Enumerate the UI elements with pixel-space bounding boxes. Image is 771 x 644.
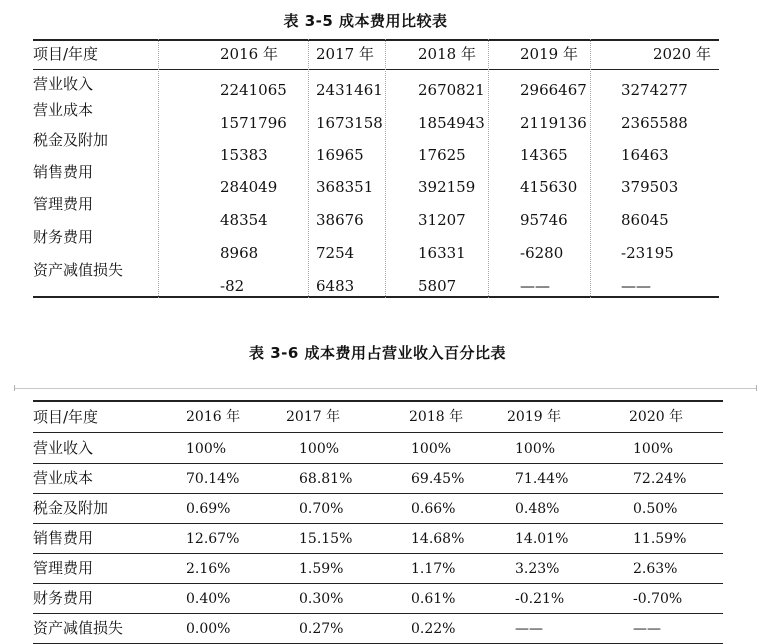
table2-cell: -0.21% (515, 591, 565, 607)
table2-row-label: 营业收入 (33, 439, 94, 457)
table2-caption: 表 3-6 成本费用占营业收入百分比表 (248, 344, 507, 362)
table-row (33, 523, 723, 554)
table-row (33, 493, 723, 524)
table1-cell: 8968 (220, 244, 259, 262)
table1-cell: 2119136 (520, 114, 587, 132)
table2-cell: 100% (411, 441, 452, 457)
table1-cell: 2241065 (220, 81, 287, 99)
table-row (33, 613, 723, 644)
table1-cell: 86045 (621, 211, 669, 229)
table2-cell: 0.00% (186, 621, 231, 637)
table1-row-label: 管理费用 (33, 195, 94, 213)
table1-cell: 6483 (316, 277, 355, 295)
table2-cell: 0.69% (186, 501, 231, 517)
page-break (0, 385, 771, 391)
table-row (33, 463, 723, 494)
table1-cell: 7254 (316, 244, 355, 262)
table1-cell: 3274277 (621, 81, 688, 99)
table1-header-item: 项目/年度 (33, 45, 99, 63)
table-row (33, 583, 723, 614)
table1-cell: -82 (220, 277, 245, 295)
table1-cell: 2365588 (621, 114, 688, 132)
table2-header-row (33, 402, 723, 433)
table1-cell: 2670821 (418, 81, 485, 99)
table1-column-divider (158, 39, 159, 298)
table2-header-year: 2019 年 (507, 409, 562, 425)
table2-cell: 0.61% (411, 591, 456, 607)
table1-cell: 15383 (220, 146, 268, 164)
table1-cell: 392159 (418, 178, 476, 196)
table2-cell: 69.45% (411, 471, 465, 487)
table2-cell: —— (633, 621, 661, 637)
table1-cell: 368351 (316, 178, 374, 196)
table1-header-year: 2016 年 (220, 45, 278, 63)
table1-cell: —— (621, 277, 651, 295)
table1-cell: 379503 (621, 178, 679, 196)
table2-row-label: 管理费用 (33, 559, 94, 577)
table1-bottom-rule (33, 296, 719, 298)
table1-cell: -23195 (621, 244, 674, 262)
table1-header-year: 2018 年 (418, 45, 476, 63)
table2-cell: 2.16% (186, 561, 231, 577)
table-row (33, 433, 723, 464)
table1-column-divider (385, 39, 386, 298)
table1-cell: 5807 (418, 277, 457, 295)
table1-cell: 16965 (316, 146, 364, 164)
table1-row-label: 财务费用 (33, 228, 94, 246)
table2-header-item: 项目/年度 (33, 408, 99, 426)
table1-column-divider (488, 39, 489, 298)
table1-cell: 415630 (520, 178, 578, 196)
table1-cell: —— (520, 277, 550, 295)
table2-cell: 0.66% (411, 501, 456, 517)
cost-percentage-table (33, 400, 723, 644)
table2-cell: 70.14% (186, 471, 240, 487)
table1-cell: 2966467 (520, 81, 587, 99)
table2-cell: 0.40% (186, 591, 231, 607)
table2-cell: 14.01% (515, 531, 569, 547)
table1-row-label: 销售费用 (33, 163, 94, 181)
table2-row-label: 税金及附加 (33, 499, 109, 517)
table1-cell: 14365 (520, 146, 568, 164)
table2-cell: 15.15% (299, 531, 353, 547)
table2-cell: 100% (633, 441, 674, 457)
table-row (33, 553, 723, 584)
table1-caption: 表 3-5 成本费用比较表 (283, 12, 448, 30)
table1-cell: 284049 (220, 178, 278, 196)
table1-cell: 31207 (418, 211, 466, 229)
table2-cell: 71.44% (515, 471, 569, 487)
table2-cell: 0.70% (299, 501, 344, 517)
table2-cell: 11.59% (633, 531, 687, 547)
table2-cell: 0.48% (515, 501, 560, 517)
table1-cell: 16463 (621, 146, 669, 164)
table2-cell: 0.27% (299, 621, 344, 637)
table1-row-label: 营业成本 (33, 101, 94, 119)
table2-cell: 0.50% (633, 501, 678, 517)
table2-cell: 100% (515, 441, 556, 457)
table1-cell: 48354 (220, 211, 268, 229)
table2-header-year: 2017 年 (286, 409, 341, 425)
cost-comparison-table (33, 39, 719, 298)
table2-cell: 14.68% (411, 531, 465, 547)
table1-cell: -6280 (520, 244, 564, 262)
table2-header-year: 2018 年 (409, 409, 464, 425)
table1-header-year: 2019 年 (520, 45, 578, 63)
table2-row-label: 财务费用 (33, 589, 94, 607)
table1-cell: 38676 (316, 211, 364, 229)
table2-cell: 68.81% (299, 471, 353, 487)
table2-cell: 0.22% (411, 621, 456, 637)
table1-cell: 1854943 (418, 114, 485, 132)
table1-column-divider (308, 39, 309, 298)
table1-cell: 95746 (520, 211, 568, 229)
table1-header-year: 2020 年 (653, 45, 711, 63)
table2-cell: —— (515, 621, 543, 637)
table2-cell: 0.30% (299, 591, 344, 607)
table2-cell: 3.23% (515, 561, 560, 577)
table2-header-year: 2020 年 (629, 409, 684, 425)
table2-cell: 100% (299, 441, 340, 457)
table2-row-label: 资产减值损失 (33, 619, 124, 637)
table2-cell: 2.63% (633, 561, 678, 577)
table1-cell: 1571796 (220, 114, 287, 132)
table2-row-label: 营业成本 (33, 469, 94, 487)
table2-cell: -0.70% (633, 591, 683, 607)
table2-cell: 100% (186, 441, 227, 457)
table1-cell: 17625 (418, 146, 466, 164)
table1-cell: 1673158 (316, 114, 383, 132)
table1-header-rule (33, 69, 719, 70)
table1-column-divider (590, 39, 591, 298)
table1-row-label: 营业收入 (33, 75, 94, 93)
table1-cell: 16331 (418, 244, 466, 262)
table2-cell: 12.67% (186, 531, 240, 547)
table2-cell: 1.59% (299, 561, 344, 577)
table2-cell: 1.17% (411, 561, 456, 577)
table1-row-label: 税金及附加 (33, 131, 109, 149)
table1-row-label: 资产减值损失 (33, 261, 124, 279)
table2-row-label: 销售费用 (33, 529, 94, 547)
table2-cell: 72.24% (633, 471, 687, 487)
table1-header-year: 2017 年 (316, 45, 374, 63)
table2-header-year: 2016 年 (186, 409, 241, 425)
table1-top-rule (33, 39, 719, 41)
table1-cell: 2431461 (316, 81, 383, 99)
